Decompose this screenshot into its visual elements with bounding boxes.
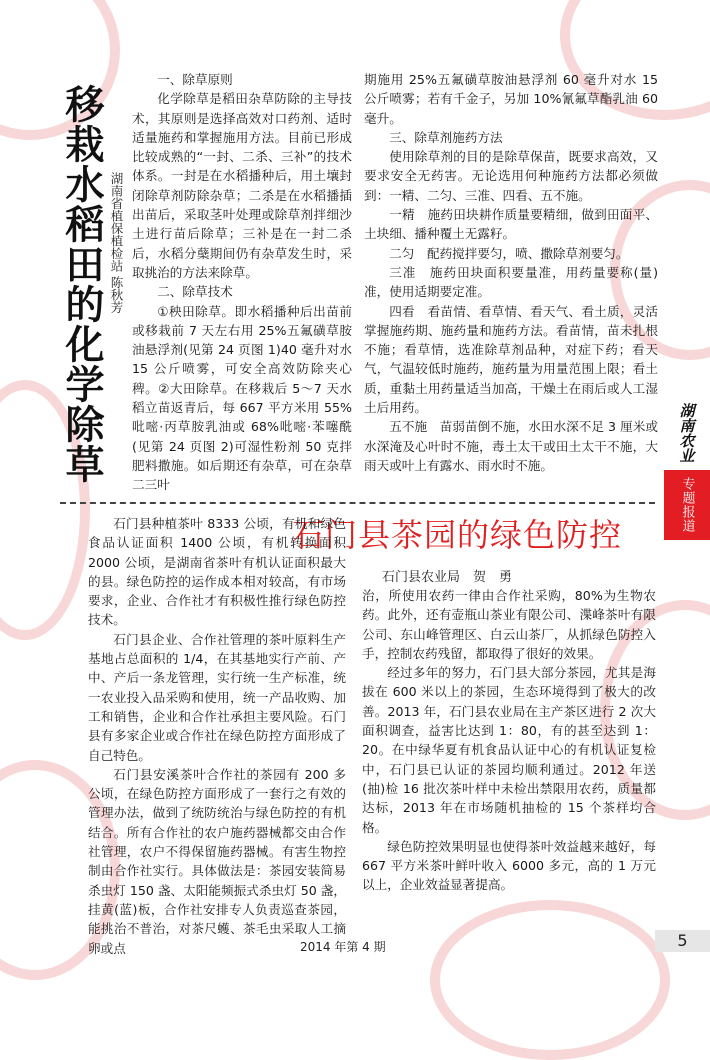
paragraph: 使用除草剂的目的是除草保苗，既要求高效，又要求安全无药害。无论选用何种施药方法都必须做到：一精、二匀、三准、四看、五不施。 (364, 149, 658, 203)
article2-column-2 (362, 586, 656, 895)
article2-byline: 石门县农业局 贺 勇 (382, 570, 513, 585)
paragraph: 石门县种植茶叶 8333 公顷，有机和绿色食品认证面积 1400 公顷，有机转换面积 2000 公顷，是湖南省茶叶有机认证面积最大的县。绿色防控的运作成本相对较高，有市场要求，企业、合作社才有积极性推行绿色防控技术。 (88, 516, 346, 628)
section-tab: 专题报道 (664, 470, 710, 540)
article2-column-1 (88, 514, 346, 958)
section-heading: 二、除草技术 (157, 284, 233, 300)
issue-label: 2014 年第 4 期 (300, 940, 386, 954)
article1-column-1 (132, 70, 352, 495)
paragraph: 石门县安溪茶叶合作社的茶园有 200 多公顷，在绿色防控方面形成了一套行之有效的管理办法，做到了统防统治与绿色防控的有机结合。所有合作社的农户施药器械都交由合作社管理，农户不得保留施药器械。有害生物控制由合作社实行。具体做法是：茶园安装简易杀虫灯 150 盏、太阳能频振式杀虫灯 50 盏，挂黄(蓝)板，合作社安排专人负责巡查茶园，能挑治不普治，对茶尺蠖、茶毛虫采取人工摘卵或点 (88, 766, 346, 956)
article2-title: 石门县茶园的绿色防控 (292, 516, 623, 554)
paragraph: ①秧田除草。即水稻播种后出苗前或移栽前 7 天左右用 25%五氟磺草胺油悬浮剂(见第 24 页图 1)40 毫升对水 15 公斤喷雾，可安全高效防除夹心稗。②大田除草。在移栽后 5～7 天水稻立苗返青后，每 667 平方米用 55%吡嘧·丙草胺乳油或 68%吡嘧·苯噻酰(见第 24 页图 2)可湿性粉剂 50 克拌肥料撒施。如后期还有杂草，可在杂草二三叶 (132, 303, 352, 493)
article-divider (60, 502, 655, 504)
article1-title: 移栽水稻田的化学除草 (59, 84, 104, 484)
paragraph: 期施用 25%五氟磺草胺油悬浮剂 60 毫升对水 15 公斤喷雾；若有千金子，另加 10%氰氟草酯乳油 60 毫升。 (364, 72, 658, 126)
article1-author: 湖南省植保植检站 陈秋芳 (109, 172, 124, 314)
paragraph: 三准 施药田块面积要量准，用药量要称(量)准，使用适期要定准。 (364, 264, 658, 300)
paragraph: 石门县企业、合作社管理的茶叶原料生产基地占总面积的 1/4，在其基地实行产前、产中、产后一条龙管理，实行统一生产标准，统一农业投入品采购和使用，统一产品收购、加工和销售，企业和合作社承担主要风险。石门县有多家企业或合作社在绿色防控方面形成了自己特色。 (88, 631, 346, 763)
section-heading: 三、除草剂施药方法 (389, 129, 503, 145)
article1-column-2 (364, 70, 658, 475)
paragraph: 二匀 配药搅拌要匀，喷、撒除草剂要匀。 (389, 245, 629, 261)
paragraph: 化学除草是稻田杂草防除的主导技术，其原则是选择高效对口药剂、适时适量施药和掌握施用方法。目前已形成比较成熟的“一封、二杀、三补”的技术体系。一封是在水稻播种后，用土壤封闭除草剂防除杂草；二杀是在水稻播插出苗后，采取茎叶处理或除草剂拌细沙土进行苗后除草；三补是在一封二杀后，水稻分蘖期间仍有杂草发生时，采取挑治的方法来除草。 (132, 91, 352, 280)
paragraph: 一精 施药田块耕作质量要精细，做到田面平、土块细、播种覆土无露籽。 (364, 207, 658, 242)
section-heading: 一、除草原则 (157, 72, 233, 87)
paragraph: 经过多年的努力，石门县大部分茶园，尤其是海拔在 600 米以上的茶园，生态环境得到了极大的改善。2013 年，石门县农业局在主产茶区进行 2 次大面积调查，益害比达到 1：80，有的甚至达到 1：20。在中绿华夏有机食品认证中心的有机认证复检中，石门县已认证的茶园均顺利通过。2012 年送(抽)检 16 批次茶叶样中未检出禁限用农药，质量都达标，2013 年在市场随机抽检的 15 个茶样均合格。 (362, 665, 656, 835)
page-number: 5 (655, 930, 710, 952)
magazine-name: 湖南农业 (664, 398, 710, 468)
paragraph: 四看 看苗情、看草情、看天气、看土质，灵活掌握施药期、施药量和施药方法。看苗情，苗未扎根不施；看草情，选准除草剂品种，对症下药；看天气，气温较低时施药，施药量为用量范围上限；看土质，重黏土用药量适当加高，干燥土在雨后或人工湿土后用药。 (364, 303, 658, 416)
decorative-swirl (430, 900, 670, 1060)
paragraph: 五不施 苗弱苗倒不施，水田水深不足 3 厘米或水深淹及心叶时不施，毒土太干或田土太干不施，大雨天或叶上有露水、雨水时不施。 (364, 419, 658, 473)
paragraph: 治，所使用农药一律由合作社采购，80%为生物农药。此外，还有壶瓶山茶业有限公司、渫峰茶叶有限公司、东山峰管理区、白云山茶厂，从抓绿色防控入手，控制农药残留，都取得了很好的效果。 (362, 588, 656, 661)
paragraph: 绿色防控效果明显也使得茶叶效益越来越好，每 667 平方米茶叶鲜叶收入 6000 多元，高的 1 万元以上，企业效益显著提高。 (362, 838, 656, 893)
